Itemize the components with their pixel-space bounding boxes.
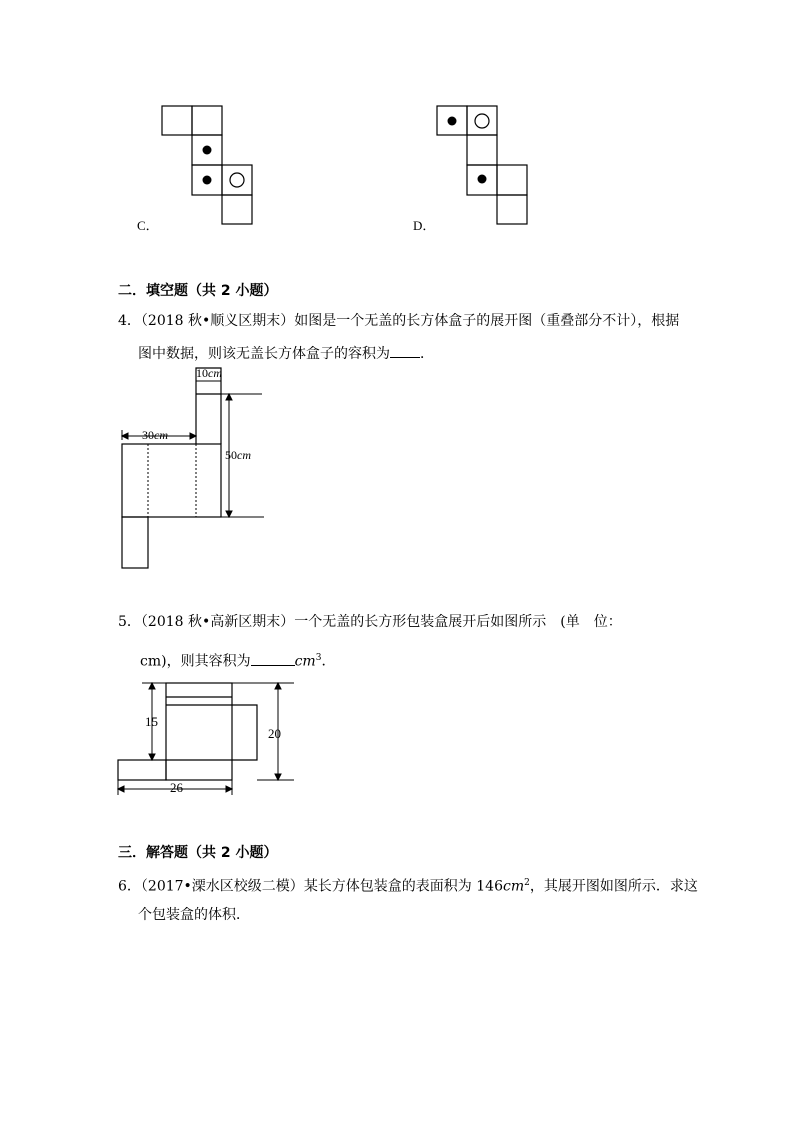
filled-dot	[203, 146, 212, 155]
cube-net-d	[428, 100, 538, 230]
question-4-line-2	[138, 343, 434, 364]
filled-dot	[448, 117, 457, 126]
option-d-label: D．	[413, 218, 436, 233]
answer-blank	[251, 651, 295, 666]
question-text: ，其展开图如图所示．求这	[529, 878, 698, 895]
question-number: 4．	[118, 313, 141, 329]
box-net-figure-q5	[112, 675, 302, 800]
question-5-line-1	[118, 612, 622, 632]
filled-dot	[203, 176, 212, 185]
question-number: 6．	[118, 878, 141, 895]
question-text: 某长方体包装盒的表面积为 146	[303, 878, 503, 895]
answer-blank	[390, 343, 420, 358]
option-c-label: C．	[137, 218, 159, 233]
question-6-line-2: 个包装盒的体积．	[138, 907, 250, 923]
dimension-label-left: 15	[145, 714, 158, 729]
dimension-label-top: 10cm	[196, 366, 222, 380]
hollow-circle	[230, 173, 244, 187]
cube-net-c	[150, 100, 260, 230]
question-text: cm)，则其容积为	[140, 653, 251, 670]
unit-text: cm	[294, 653, 316, 670]
question-text: 如图是一个无盖的长方体盒子的展开图（重叠部分不计），根据	[294, 313, 680, 329]
unit-exponent: 3	[315, 653, 322, 663]
question-source: （2018 秋•顺义区期末）	[140, 313, 295, 329]
dimension-label-left: 30cm	[142, 428, 168, 442]
dimension-label-right: 50cm	[225, 448, 251, 462]
question-number: 5．	[118, 614, 141, 630]
period: ．	[321, 653, 336, 670]
unit-text: cm	[502, 878, 525, 895]
section-heading: 二．填空题（共 2 小题）	[118, 283, 278, 299]
question-source: （2018 秋•高新区期末）	[140, 614, 295, 630]
period: ．	[420, 346, 434, 362]
question-4-line-1	[118, 311, 679, 331]
question-source: （2017•溧水区校级二模）	[140, 878, 304, 895]
dimension-label-right: 20	[268, 726, 281, 741]
filled-dot	[478, 175, 487, 184]
question-text: 图中数据，则该无盖长方体盒子的容积为	[138, 346, 390, 362]
question-6-line-1	[118, 873, 698, 897]
dimension-label-bottom: 26	[170, 780, 183, 795]
box-net-figure-q4	[112, 362, 272, 574]
unit-exponent: 2	[524, 878, 530, 888]
hollow-circle	[475, 114, 489, 128]
question-text: 一个无盖的长方形包装盒展开后如图所示 (单 位：	[294, 614, 622, 630]
question-5-line-2	[140, 648, 335, 672]
section-heading: 三．解答题（共 2 小题）	[118, 845, 278, 861]
